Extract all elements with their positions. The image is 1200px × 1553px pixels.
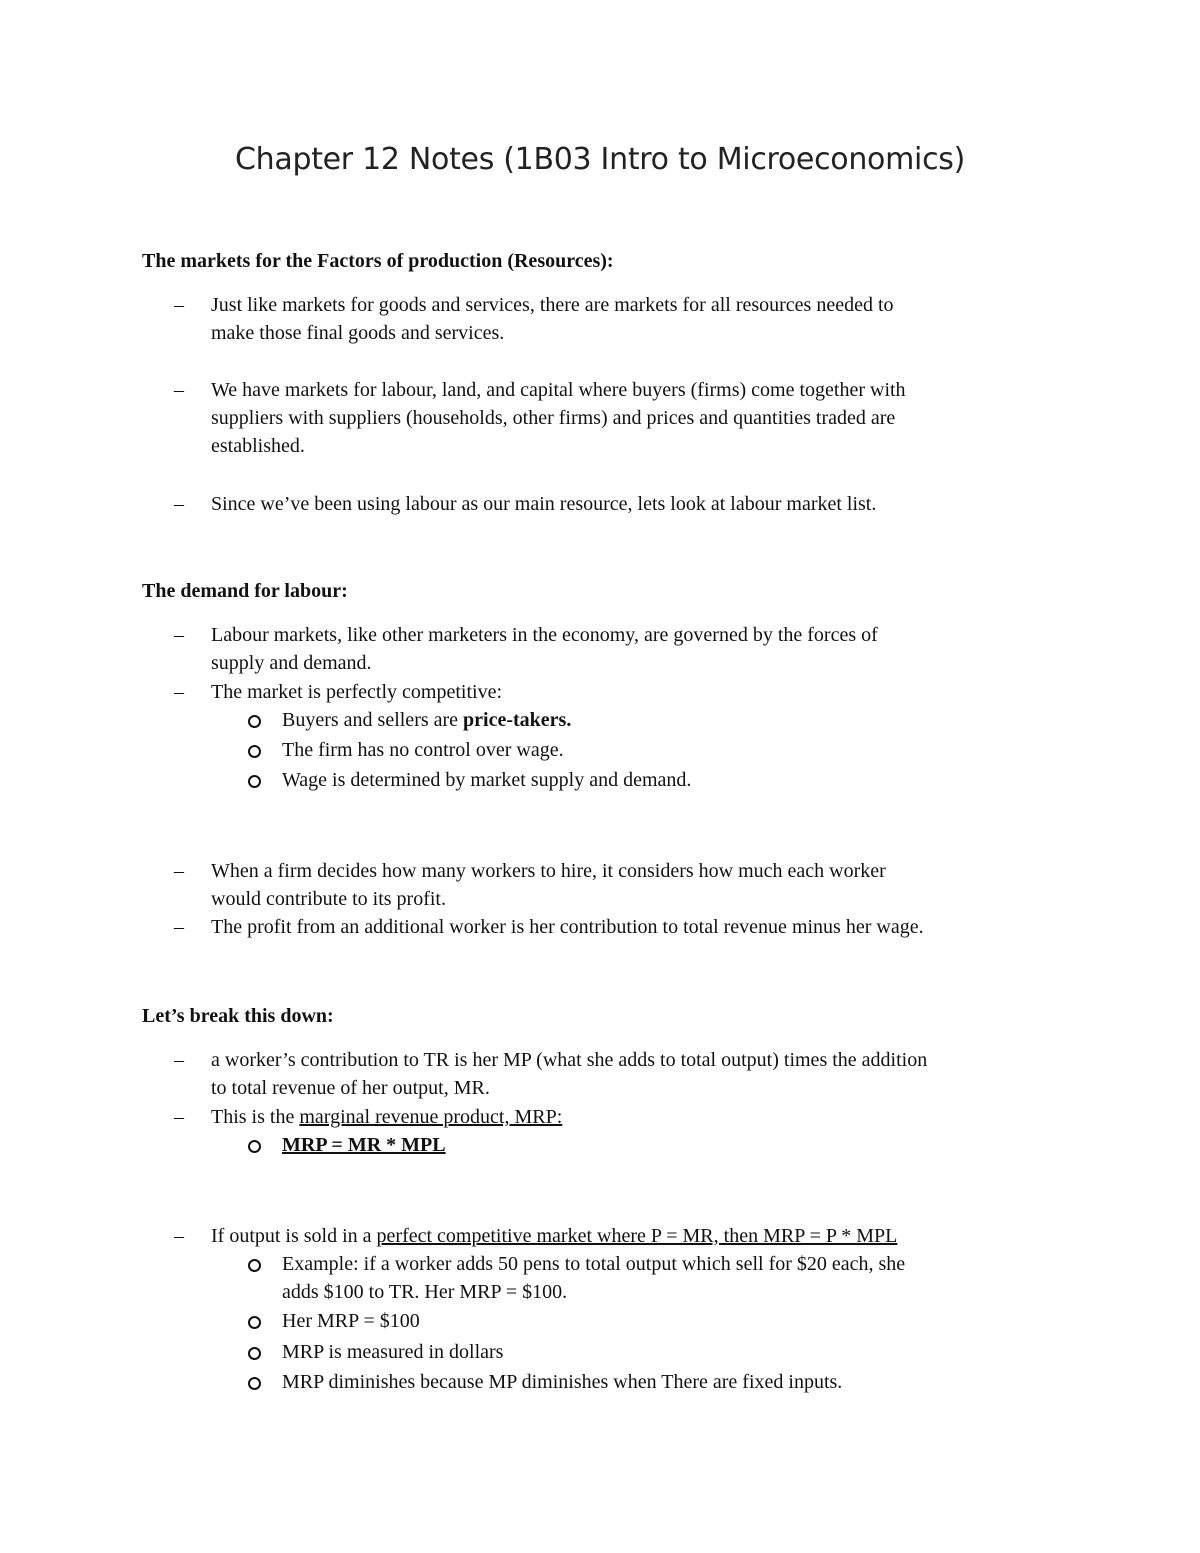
- list-item: [211, 913, 924, 941]
- circle-bullet-icon: [248, 1347, 261, 1360]
- mrp-definition-underlined: marginal revenue product, MRP:: [299, 1106, 563, 1128]
- sub-list-item: Wage is determined by market supply and demand.: [282, 769, 692, 791]
- list-item-line: make those final goods and services.: [211, 322, 505, 344]
- dash-marker: –: [174, 1225, 184, 1247]
- list-item: [211, 621, 878, 677]
- dash-marker: –: [174, 860, 184, 882]
- sub-list-item: [282, 1250, 905, 1306]
- list-item: [211, 857, 886, 913]
- price-takers-bold: price-takers.: [463, 709, 572, 731]
- list-item: [211, 1046, 927, 1102]
- circle-bullet-icon: [248, 1316, 261, 1329]
- sub-list-item: Her MRP = $100: [282, 1310, 420, 1332]
- sub-list-item: Buyers and sellers are price-takers.: [282, 709, 572, 731]
- sub-list-item-line: adds $100 to TR. Her MRP = $100.: [282, 1281, 568, 1303]
- dash-marker: –: [174, 1049, 184, 1071]
- dash-marker: –: [174, 916, 184, 938]
- list-item-line: Since we’ve been using labour as our main resource, lets look at labour market list.: [211, 493, 877, 515]
- page-title: Chapter 12 Notes (1B03 Intro to Microeconomics): [235, 142, 965, 177]
- perfect-competition-underlined: perfect competitive market where P = MR, then MRP = P * MPL: [376, 1225, 898, 1247]
- list-item-line: supply and demand.: [211, 652, 372, 674]
- list-item: [211, 376, 906, 460]
- list-item-line: established.: [211, 435, 305, 457]
- section-heading-factors: The markets for the Factors of production (Resources):: [142, 250, 614, 272]
- section-heading-demand: The demand for labour:: [142, 580, 348, 602]
- sub-list-item: The firm has no control over wage.: [282, 739, 564, 761]
- circle-bullet-icon: [248, 745, 261, 758]
- list-item-line: a worker’s contribution to TR is her MP (what she adds to total output) times the addition: [211, 1049, 928, 1071]
- sub-list-item: MRP diminishes because MP diminishes when There are fixed inputs.: [282, 1371, 843, 1393]
- list-item-line: Just like markets for goods and services, there are markets for all resources needed to: [211, 294, 894, 316]
- circle-bullet-icon: [248, 1377, 261, 1390]
- circle-bullet-icon: [248, 715, 261, 728]
- list-item: If output is sold in a perfect competitive market where P = MR, then MRP = P * MPL: [211, 1225, 898, 1247]
- list-item: This is the marginal revenue product, MRP:: [211, 1106, 563, 1128]
- section-heading-breakdown: Let’s break this down:: [142, 1005, 334, 1027]
- list-item: [211, 490, 876, 518]
- circle-bullet-icon: [248, 775, 261, 788]
- list-item-line: suppliers with suppliers (households, other firms) and prices and quantities traded are: [211, 407, 896, 429]
- list-item-line: When a firm decides how many workers to hire, it considers how much each worker: [211, 860, 886, 882]
- list-item-line: to total revenue of her output, MR.: [211, 1077, 490, 1099]
- list-item-line: The market is perfectly competitive:: [211, 681, 502, 703]
- list-item: [211, 678, 502, 706]
- list-item-line: The profit from an additional worker is her contribution to total revenue minus her wage.: [211, 916, 924, 938]
- list-item-line: would contribute to its profit.: [211, 888, 446, 910]
- sub-list-item-line: Example: if a worker adds 50 pens to total output which sell for $20 each, she: [282, 1253, 906, 1275]
- dash-marker: –: [174, 294, 184, 316]
- dash-marker: –: [174, 624, 184, 646]
- circle-bullet-icon: [248, 1140, 261, 1153]
- dash-marker: –: [174, 1106, 184, 1128]
- mrp-formula: MRP = MR * MPL: [282, 1134, 446, 1156]
- dash-marker: –: [174, 681, 184, 703]
- dash-marker: –: [174, 493, 184, 515]
- dash-marker: –: [174, 379, 184, 401]
- list-item-line: We have markets for labour, land, and capital where buyers (firms) come together with: [211, 379, 906, 401]
- circle-bullet-icon: [248, 1259, 261, 1272]
- list-item: [211, 291, 894, 347]
- list-item-line: Labour markets, like other marketers in the economy, are governed by the forces of: [211, 624, 878, 646]
- sub-list-item: MRP is measured in dollars: [282, 1341, 504, 1363]
